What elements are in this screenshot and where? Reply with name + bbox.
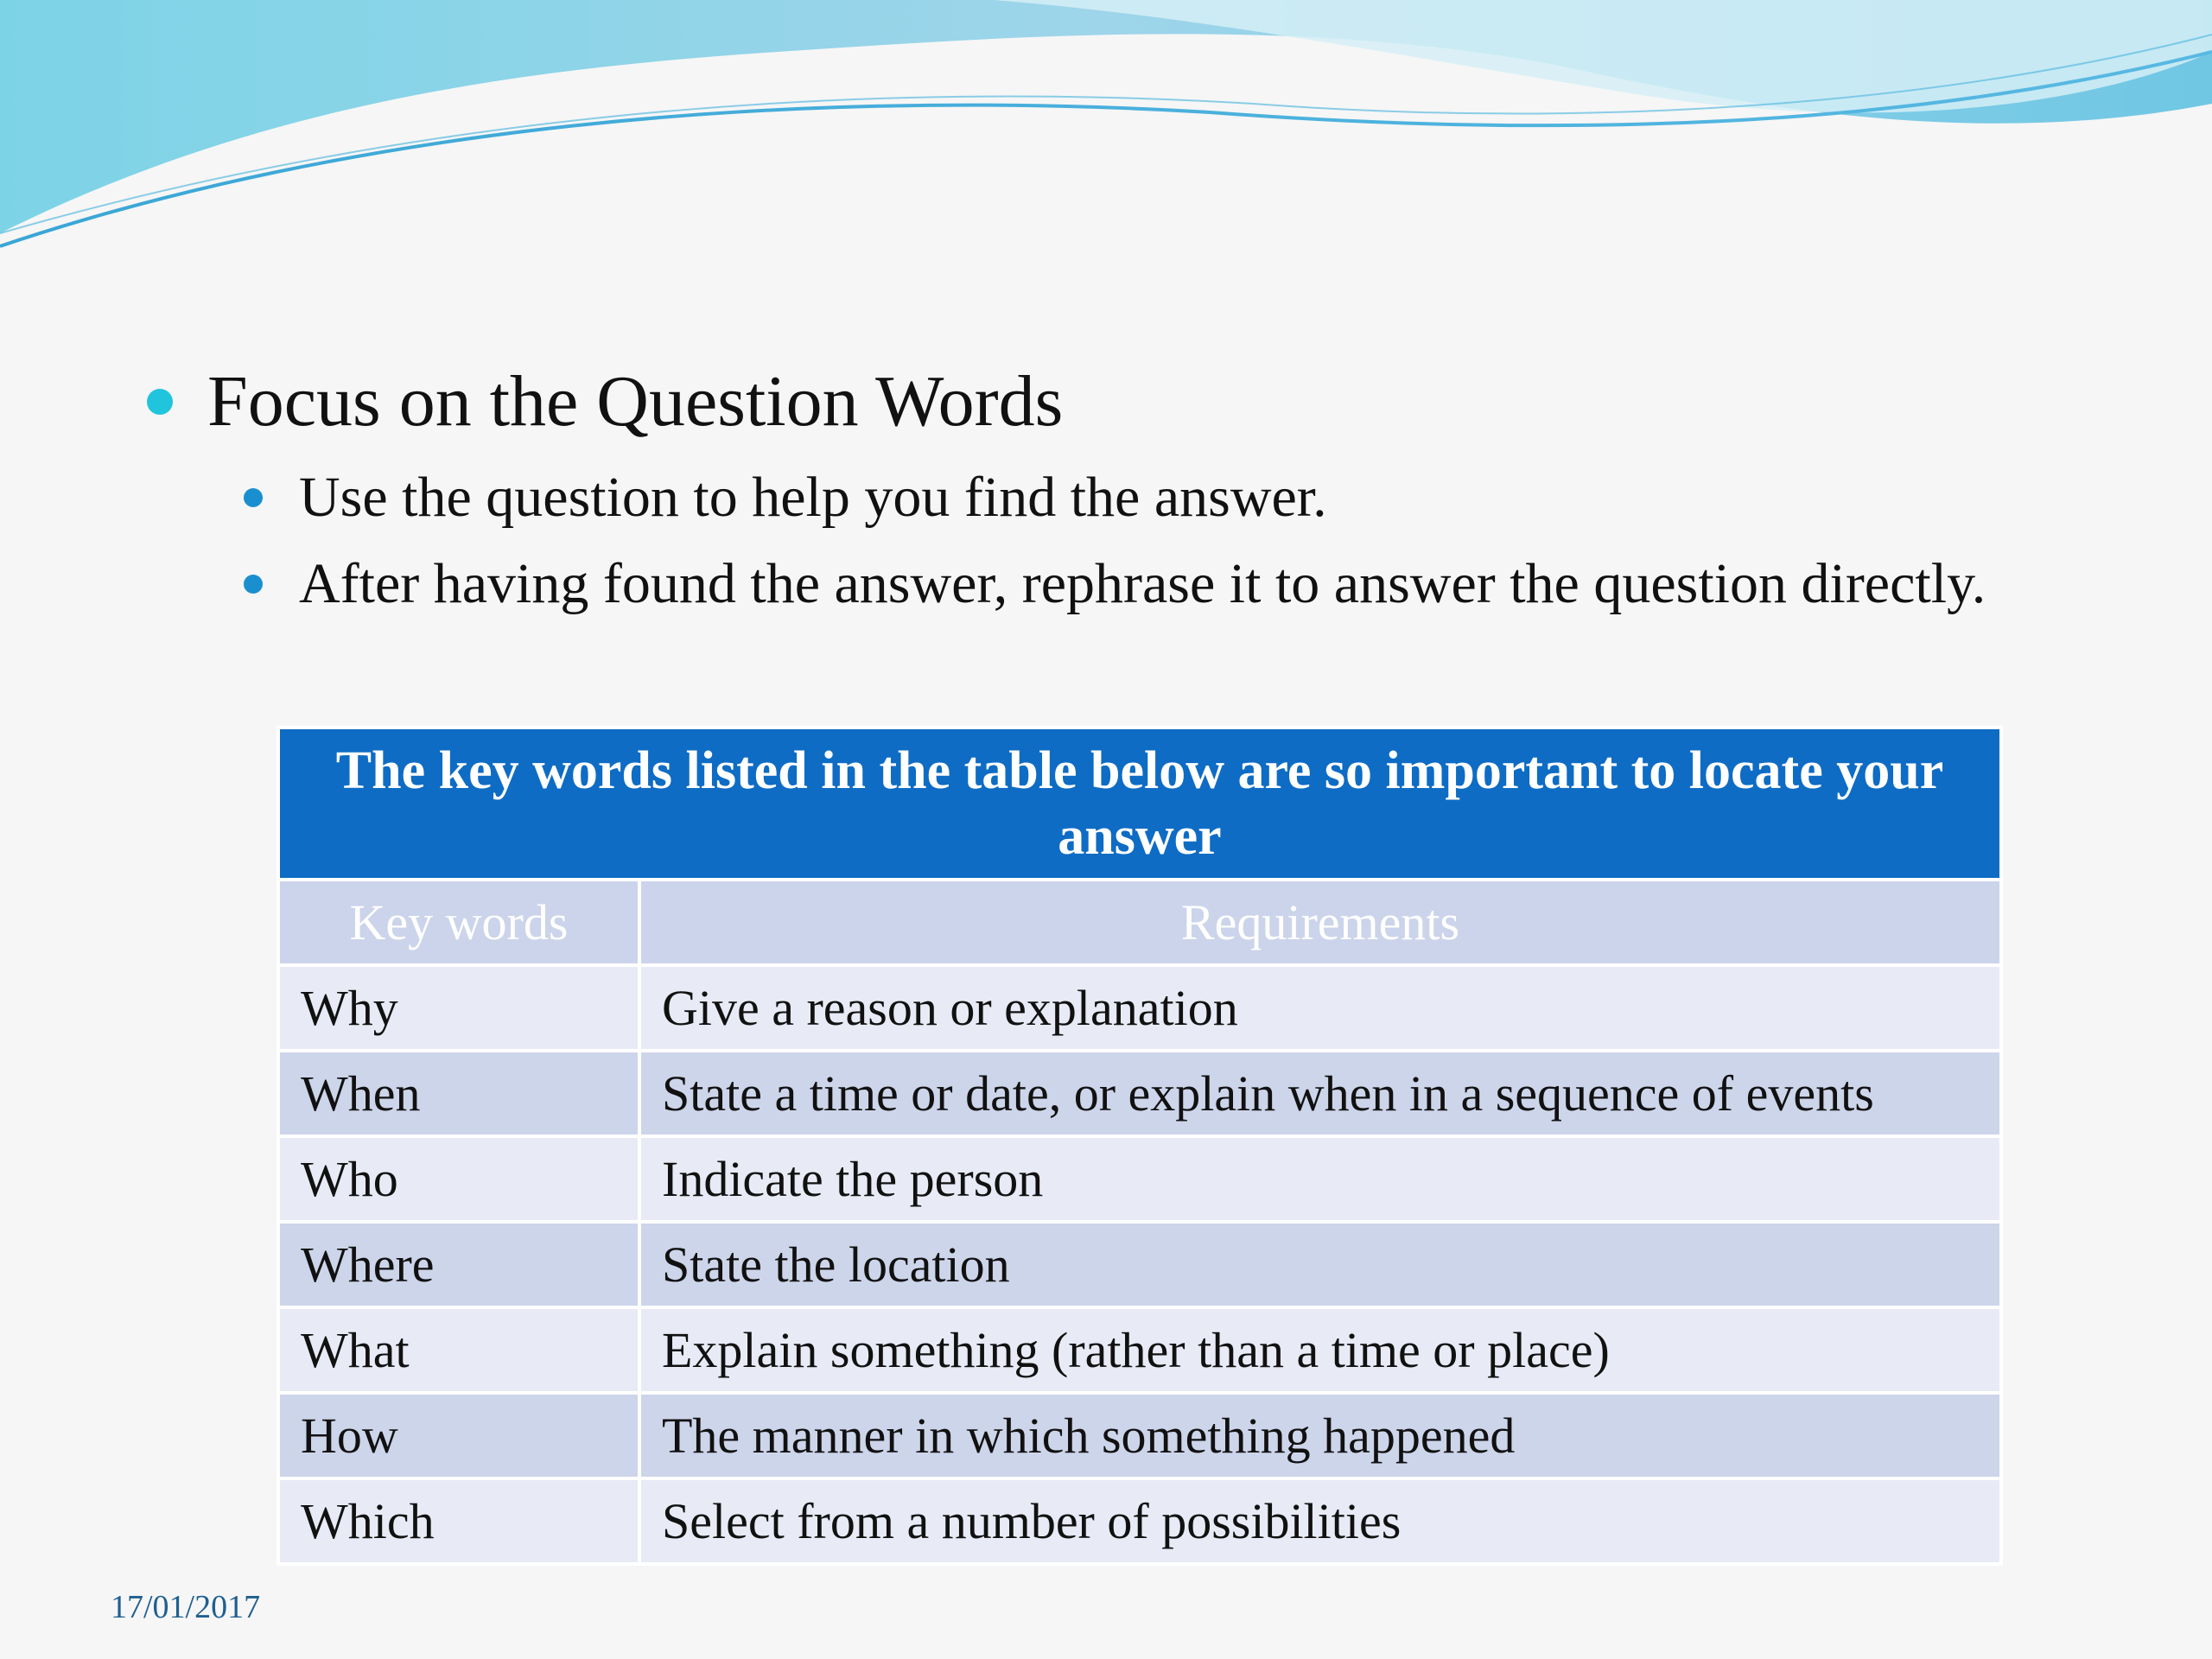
table-row: [278, 1307, 2001, 1393]
table-row: [278, 1478, 2001, 1564]
table-row: [278, 1222, 2001, 1307]
main-bullet: [147, 359, 1063, 445]
table-row: [278, 1051, 2001, 1136]
table-subheader-row: [278, 880, 2001, 965]
table-header: The key words listed in the table below are so important to locate your answer: [278, 728, 2001, 880]
keyword-cell: How: [278, 1393, 639, 1478]
requirement-cell: State the location: [639, 1222, 2001, 1307]
slide-date: 17/01/2017: [111, 1589, 261, 1625]
keyword-cell: When: [278, 1051, 639, 1136]
sub-bullet: [244, 461, 1327, 535]
requirement-cell: State a time or date, or explain when in a sequence of events: [639, 1051, 2001, 1136]
requirement-cell: Indicate the person: [639, 1136, 2001, 1222]
sub-bullet: [244, 547, 2041, 621]
bullet-heading: Focus on the Question Words: [207, 361, 1064, 442]
keyword-cell: Who: [278, 1136, 639, 1222]
requirement-cell: Select from a number of possibilities: [639, 1478, 2001, 1564]
keyword-cell: Why: [278, 965, 639, 1051]
table-row: [278, 1393, 2001, 1478]
requirement-cell: Give a reason or explanation: [639, 965, 2001, 1051]
table-row: [278, 1136, 2001, 1222]
bullet-dot-icon: [244, 488, 263, 507]
table-row: [278, 965, 2001, 1051]
table-header-row: [278, 728, 2001, 880]
bullet-dot-icon: [244, 575, 263, 594]
keyword-cell: Which: [278, 1478, 639, 1564]
column-header-requirements: Requirements: [639, 880, 2001, 965]
requirement-cell: The manner in which something happened: [639, 1393, 2001, 1478]
key-words-table: [276, 726, 2003, 1566]
decorative-wave-banner: [0, 0, 2212, 259]
bullet-dot-icon: [147, 389, 173, 415]
keyword-cell: Where: [278, 1222, 639, 1307]
column-header-keywords: Key words: [278, 880, 639, 965]
sub-bullet-text: After having found the answer, rephrase it to answer the question directly.: [299, 552, 1986, 615]
requirement-cell: Explain something (rather than a time or place): [639, 1307, 2001, 1393]
sub-bullet-text: Use the question to help you find the answer.: [299, 466, 1327, 529]
keyword-cell: What: [278, 1307, 639, 1393]
